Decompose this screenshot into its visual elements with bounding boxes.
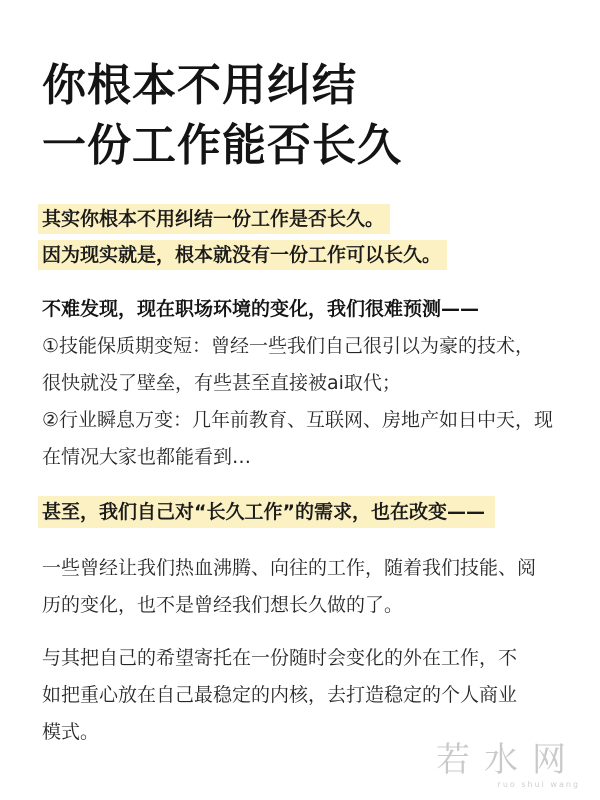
- highlighted-intro: [38, 203, 447, 275]
- item1-line-2: 很快就没了壁垒，有些甚至直接被ai取代；: [42, 372, 401, 394]
- highlight-text-1: 其实你根本不用纠结一份工作是否长久。: [38, 204, 390, 234]
- conclusion-line-3: 模式。: [42, 721, 100, 743]
- highlight-text-2: 因为现实就是，根本就没有一份工作可以长久。: [38, 240, 447, 270]
- growth-paragraph: [42, 550, 572, 624]
- item1-line-1: ①技能保质期变短：曾经一些我们自己很引以为豪的技术，: [42, 335, 535, 357]
- growth-line-2: 历的变化，也不是曾经我们想长久做的了。: [42, 594, 404, 616]
- item2-line-1: ②行业瞬息万变：几年前教育、互联网、房地产如日中天，现: [42, 409, 554, 431]
- conclusion-line-1: 与其把自己的希望寄托在一份随时会变化的外在工作，不: [42, 647, 518, 669]
- title-line-2: 一份工作能否长久: [42, 120, 402, 171]
- article-title: [42, 56, 562, 176]
- highlighted-line: [38, 239, 447, 272]
- highlighted-line: [38, 203, 447, 236]
- highlighted-needs: [38, 494, 495, 530]
- conclusion-line-2: 如把重心放在自己最稳定的内核，去打造稳定的个人商业: [42, 684, 518, 706]
- item2-line-2: 在情况大家也都能看到…: [42, 446, 252, 468]
- changes-lead: 不难发现，现在职场环境的变化，我们很难预测——: [42, 298, 480, 320]
- title-line-1: 你根本不用纠结: [42, 60, 357, 111]
- conclusion-paragraph: [42, 640, 572, 751]
- highlight-needs-text: 甚至，我们自己对“长久工作”的需求，也在改变——: [38, 496, 495, 528]
- watermark-text: 若水网: [436, 740, 580, 780]
- watermark-logo: [436, 740, 580, 790]
- watermark-subtext: ruo shui wang: [497, 780, 580, 789]
- changes-section: [42, 291, 572, 476]
- growth-line-1: 一些曾经让我们热血沸腾、向往的工作，随着我们技能、阅: [42, 557, 537, 579]
